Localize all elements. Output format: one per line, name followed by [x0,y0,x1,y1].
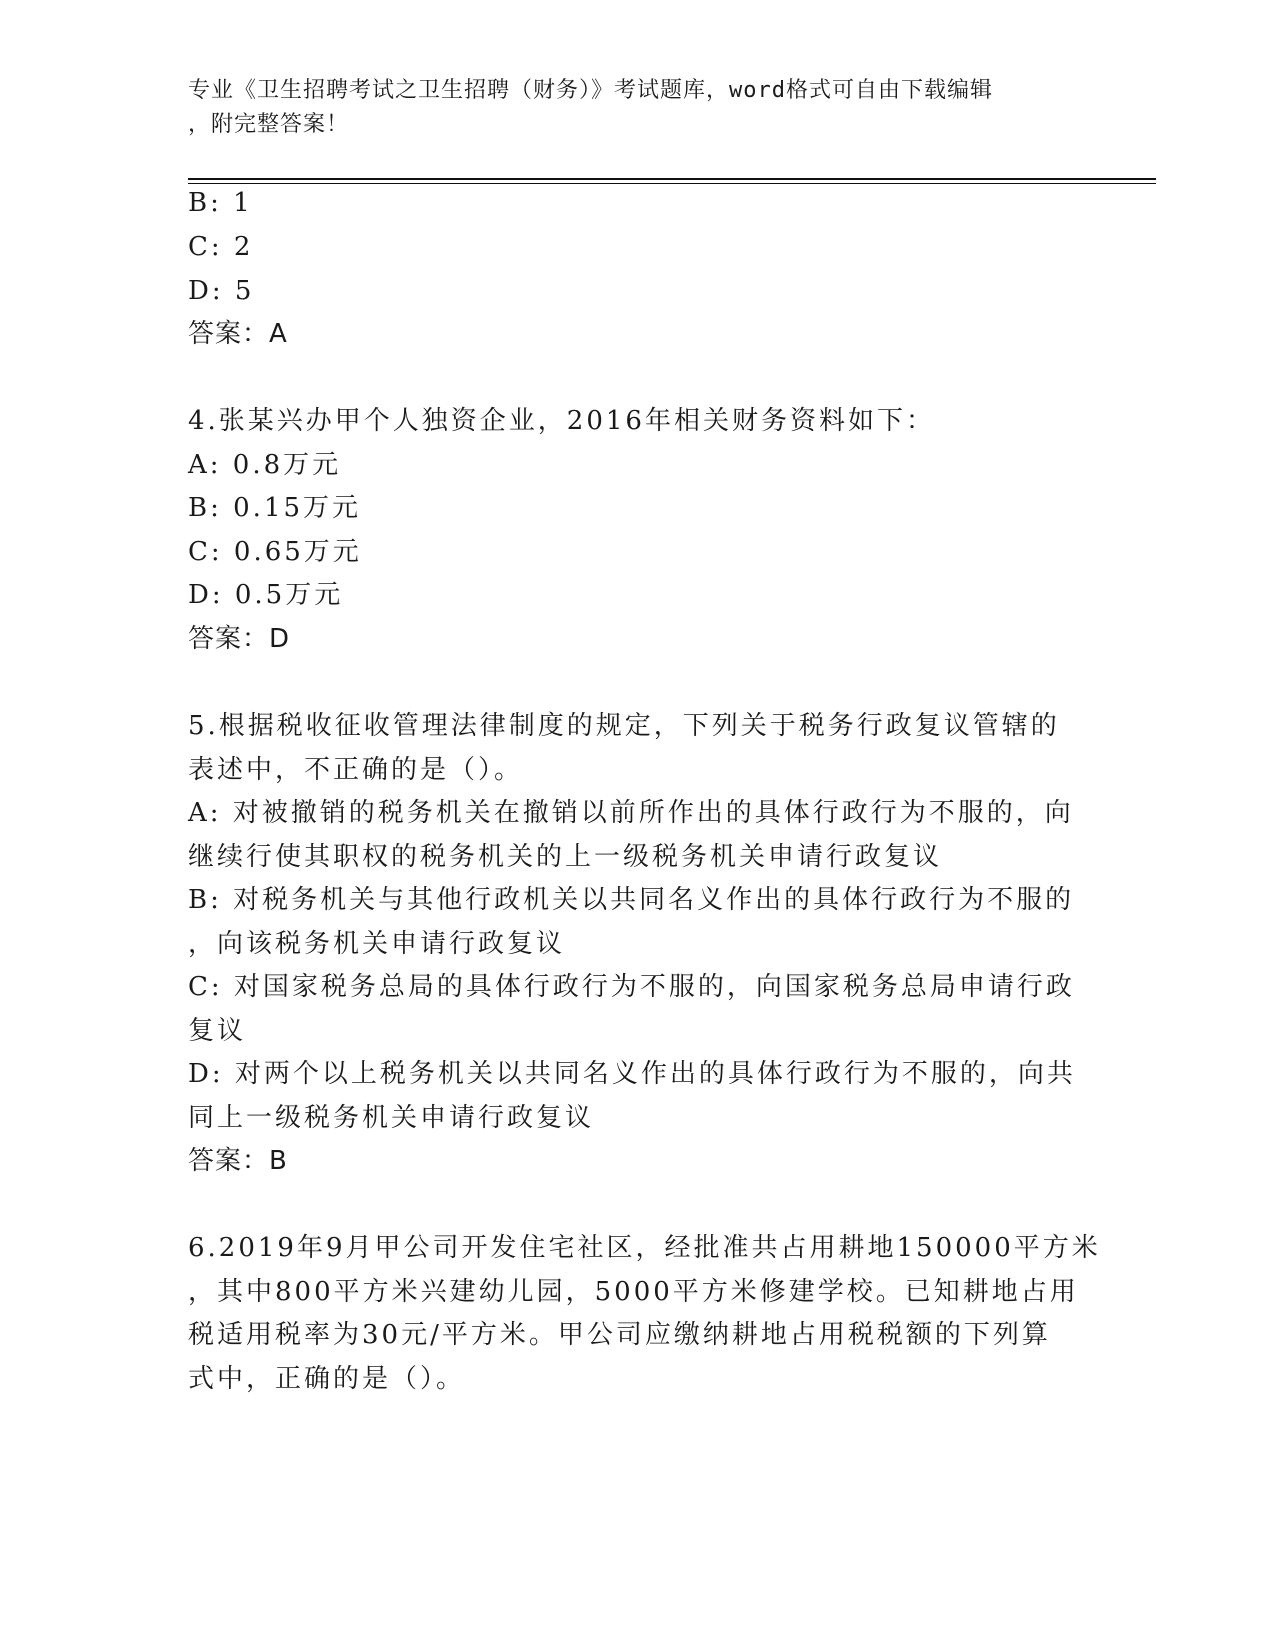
document-header [188,74,1068,142]
q6-stem-line-3: 税适用税率为30元/平方米。甲公司应缴纳耕地占用税税额的下列算 [188,1320,1051,1350]
q4-answer: 答案：D [188,624,291,654]
q5-option-d-line-1: D: 对两个以上税务机关以共同名义作出的具体行政行为不服的，向共 [188,1059,1076,1089]
q6-stem-line-2: ，其中800平方米兴建幼儿园，5000平方米修建学校。已知耕地占用 [188,1277,1079,1307]
q4-option-d: D: 0.5万元 [188,580,344,610]
q6-stem-line-1: 6.2019年9月甲公司开发住宅社区，经批准共占用耕地150000平方米 [188,1233,1101,1263]
q5-option-d-line-2: 同上一级税务机关申请行政复议 [188,1103,595,1133]
q5-option-b-line-1: B: 对税务机关与其他行政机关以共同名义作出的具体行政行为不服的 [188,885,1075,915]
q5-option-c-line-1: C: 对国家税务总局的具体行政行为不服的，向国家税务总局申请行政 [188,972,1075,1002]
header-line-1: 专业《卫生招聘考试之卫生招聘（财务）》考试题库，word格式可自由下载编辑 [188,78,993,103]
q4-option-c: C: 0.65万元 [188,537,362,567]
q4-option-b: B: 0.15万元 [188,493,362,523]
header-divider [188,178,1156,180]
q5-option-b-line-2: ，向该税务机关申请行政复议 [188,929,566,959]
q5-option-c-line-2: 复议 [188,1016,247,1046]
q4-stem: 4.张某兴办甲个人独资企业，2016年相关财务资料如下： [188,406,935,436]
q5-option-a-line-1: A: 对被撤销的税务机关在撤销以前所作出的具体行政行为不服的，向 [188,798,1074,828]
header-line-2: ，附完整答案！ [188,112,350,137]
q5-answer: 答案：B [188,1146,288,1176]
q4-option-a: A: 0.8万元 [188,450,342,480]
q3-option-b: B: 1 [188,188,253,218]
q6-stem-line-4: 式中，正确的是（）。 [188,1364,466,1394]
q3-option-c: C: 2 [188,232,254,262]
q5-stem-line-1: 5.根据税收征收管理法律制度的规定，下列关于税务行政复议管辖的 [188,711,1060,741]
q3-option-d: D: 5 [188,276,255,306]
q3-answer: 答案：A [188,319,288,349]
header-divider-thin [188,183,1156,184]
q5-stem-line-2: 表述中，不正确的是（）。 [188,755,524,785]
q5-option-a-line-2: 继续行使其职权的税务机关的上一级税务机关申请行政复议 [188,842,943,872]
